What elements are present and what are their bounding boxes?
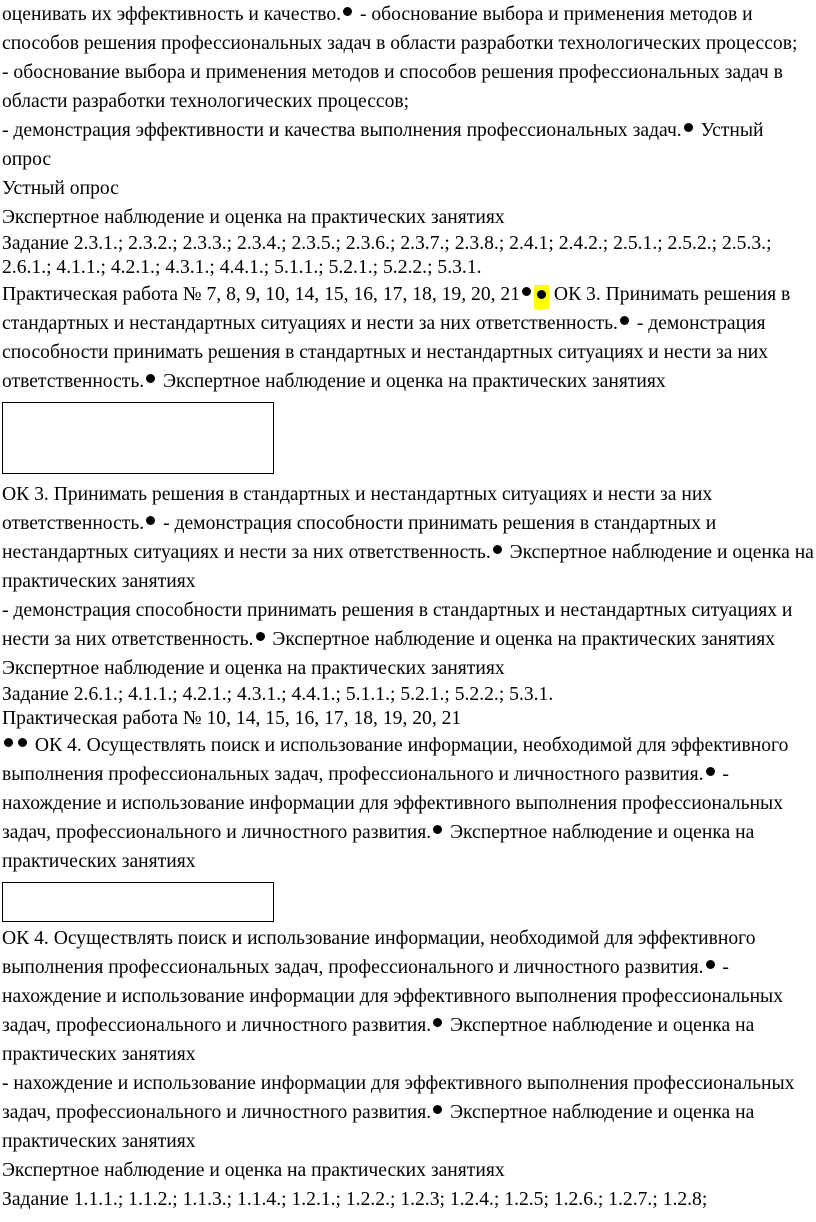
- text-run: - нахождение и использование информации для эффективного выполнения профессиональных задач, профессионального и личностного развития.: [2, 957, 784, 1036]
- highlight-mark: [534, 285, 549, 309]
- text-run: Практическая работа № 7, 8, 9, 10, 14, 15, 16, 17, 18, 19, 20, 21: [2, 284, 521, 305]
- paragraph-oral-survey: Устный опрос: [2, 178, 119, 199]
- bullet-dot-icon: [493, 545, 502, 554]
- bullet-dot-icon: [684, 123, 693, 132]
- paragraph-tasks-list-2: Задание 2.6.1.; 4.1.1.; 4.2.1.; 4.3.1.; 4.4.1.; 5.1.1.; 5.2.1.; 5.2.2.; 5.3.1.: [2, 684, 554, 705]
- text-run: Экспертное наблюдение и оценка на практических занятиях: [2, 1015, 755, 1065]
- paragraph-practical-work-2: Практическая работа № 10, 14, 15, 16, 17, 18, 19, 20, 21: [2, 708, 462, 729]
- bullet-dot-icon: [4, 738, 13, 747]
- text-run: ОК 3. Принимать решения в стандартных и нестандартных ситуациях и нести за них ответственность.: [2, 484, 713, 534]
- bullet-dot-icon: [706, 767, 715, 776]
- paragraph-ok4-finding: [2, 1069, 814, 1156]
- bullet-dot-icon: [433, 825, 442, 834]
- paragraph-ok4: [2, 924, 814, 1069]
- bullet-dot-icon: [146, 374, 155, 383]
- text-run: - обоснование выбора и применения методов и способов решения профессиональных задач в области разработки технологических процессов;: [2, 4, 798, 54]
- text-run: ОК 3. Принимать решения в стандартных и нестандартных ситуациях и нести за них ответственность.: [2, 284, 791, 334]
- text-run: Экспертное наблюдение и оценка на практических занятиях: [267, 629, 776, 650]
- bullet-dot-icon: [537, 290, 546, 299]
- paragraph-expert-observation-3: Экспертное наблюдение и оценка на практических занятиях: [2, 1160, 505, 1181]
- bullet-dot-icon: [256, 632, 265, 641]
- text-run: - демонстрация способности принимать решения в стандартных и нестандартных ситуациях и нести за них ответственность.: [2, 600, 793, 650]
- bullet-dot-icon: [18, 738, 27, 747]
- text-run: - нахождение и использование информации для эффективного выполнения профессиональных задач, профессионального и личностного развития.: [2, 1073, 795, 1123]
- text-run: - демонстрация эффективности и качества выполнения профессиональных задач.: [2, 120, 682, 141]
- text-run: - нахождение и использование информации для эффективного выполнения профессиональных задач, профессионального и личностного развития.: [2, 764, 784, 843]
- bullet-dot-icon: [433, 1105, 442, 1114]
- paragraph-expert-observation: Экспертное наблюдение и оценка на практических занятиях: [2, 207, 505, 228]
- text-run: ОК 4. Осуществлять поиск и использование информации, необходимой для эффективного выполнения профессиональных задач, профессионального и личностного развития.: [2, 928, 756, 978]
- text-run: - демонстрация способности принимать решения в стандартных и нестандартных ситуациях и нести за них ответственность.: [2, 313, 769, 392]
- bullet-dot-icon: [343, 7, 352, 16]
- paragraph-ok4-intro: [2, 731, 814, 876]
- paragraph-ok3: [2, 480, 814, 596]
- bullet-dot-icon: [146, 516, 155, 525]
- paragraph-expert-observation-2: Экспертное наблюдение и оценка на практических занятиях: [2, 658, 505, 679]
- text-run: ОК 4. Осуществлять поиск и использование информации, необходимой для эффективного выполнения профессиональных задач, профессионального и личностного развития.: [2, 735, 789, 785]
- text-run: Экспертное наблюдение и оценка на практических занятиях: [158, 371, 666, 392]
- paragraph-tasks-list-3: Задание 1.1.1.; 1.1.2.; 1.1.3.; 1.1.4.; 1.2.1.; 1.2.2.; 1.2.3; 1.2.4.; 1.2.5; 1.2.6.; 1.2.7.; 1.2.8;: [2, 1189, 708, 1210]
- text-run: - демонстрация способности принимать решения в стандартных и нестандартных ситуациях и нести за них ответственность.: [2, 513, 717, 563]
- document-body: [2, 0, 814, 1214]
- text-run: оценивать их эффективность и качество.: [2, 4, 342, 25]
- bullet-dot-icon: [522, 287, 531, 296]
- text-run: Экспертное наблюдение и оценка на практических занятиях: [2, 542, 814, 592]
- paragraph-methods: [2, 0, 814, 58]
- paragraph-tasks-list: Задание 2.3.1.; 2.3.2.; 2.3.3.; 2.3.4.; 2.3.5.; 2.3.6.; 2.3.7.; 2.3.8.; 2.4.1; 2.4.2.; 2.5.1.; 2.5.2.; 2.5.3.; 2.6.1.; 4.1.1.; 4.2.1.; 4.3.1.; 4.4.1.; 5.1.1.; 5.2.1.; 5.2.2.; 5.3.1.: [2, 233, 772, 278]
- text-run: Экспертное наблюдение и оценка на практических занятиях: [2, 1102, 755, 1152]
- empty-table-cell: [2, 402, 274, 474]
- paragraph-efficiency: [2, 116, 814, 174]
- text-run: Экспертное наблюдение и оценка на практических занятиях: [2, 822, 755, 872]
- text-run: Устный опрос: [2, 120, 764, 170]
- paragraph-practical-work: [2, 280, 814, 396]
- bullet-dot-icon: [433, 1018, 442, 1027]
- empty-table-cell: [2, 882, 274, 922]
- bullet-dot-icon: [620, 316, 629, 325]
- paragraph-methods-repeat: - обоснование выбора и применения методов и способов решения профессиональных задач в области разработки технологических процессов;: [2, 62, 783, 112]
- paragraph-ok3-demonstration: [2, 596, 814, 654]
- bullet-dot-icon: [706, 960, 715, 969]
